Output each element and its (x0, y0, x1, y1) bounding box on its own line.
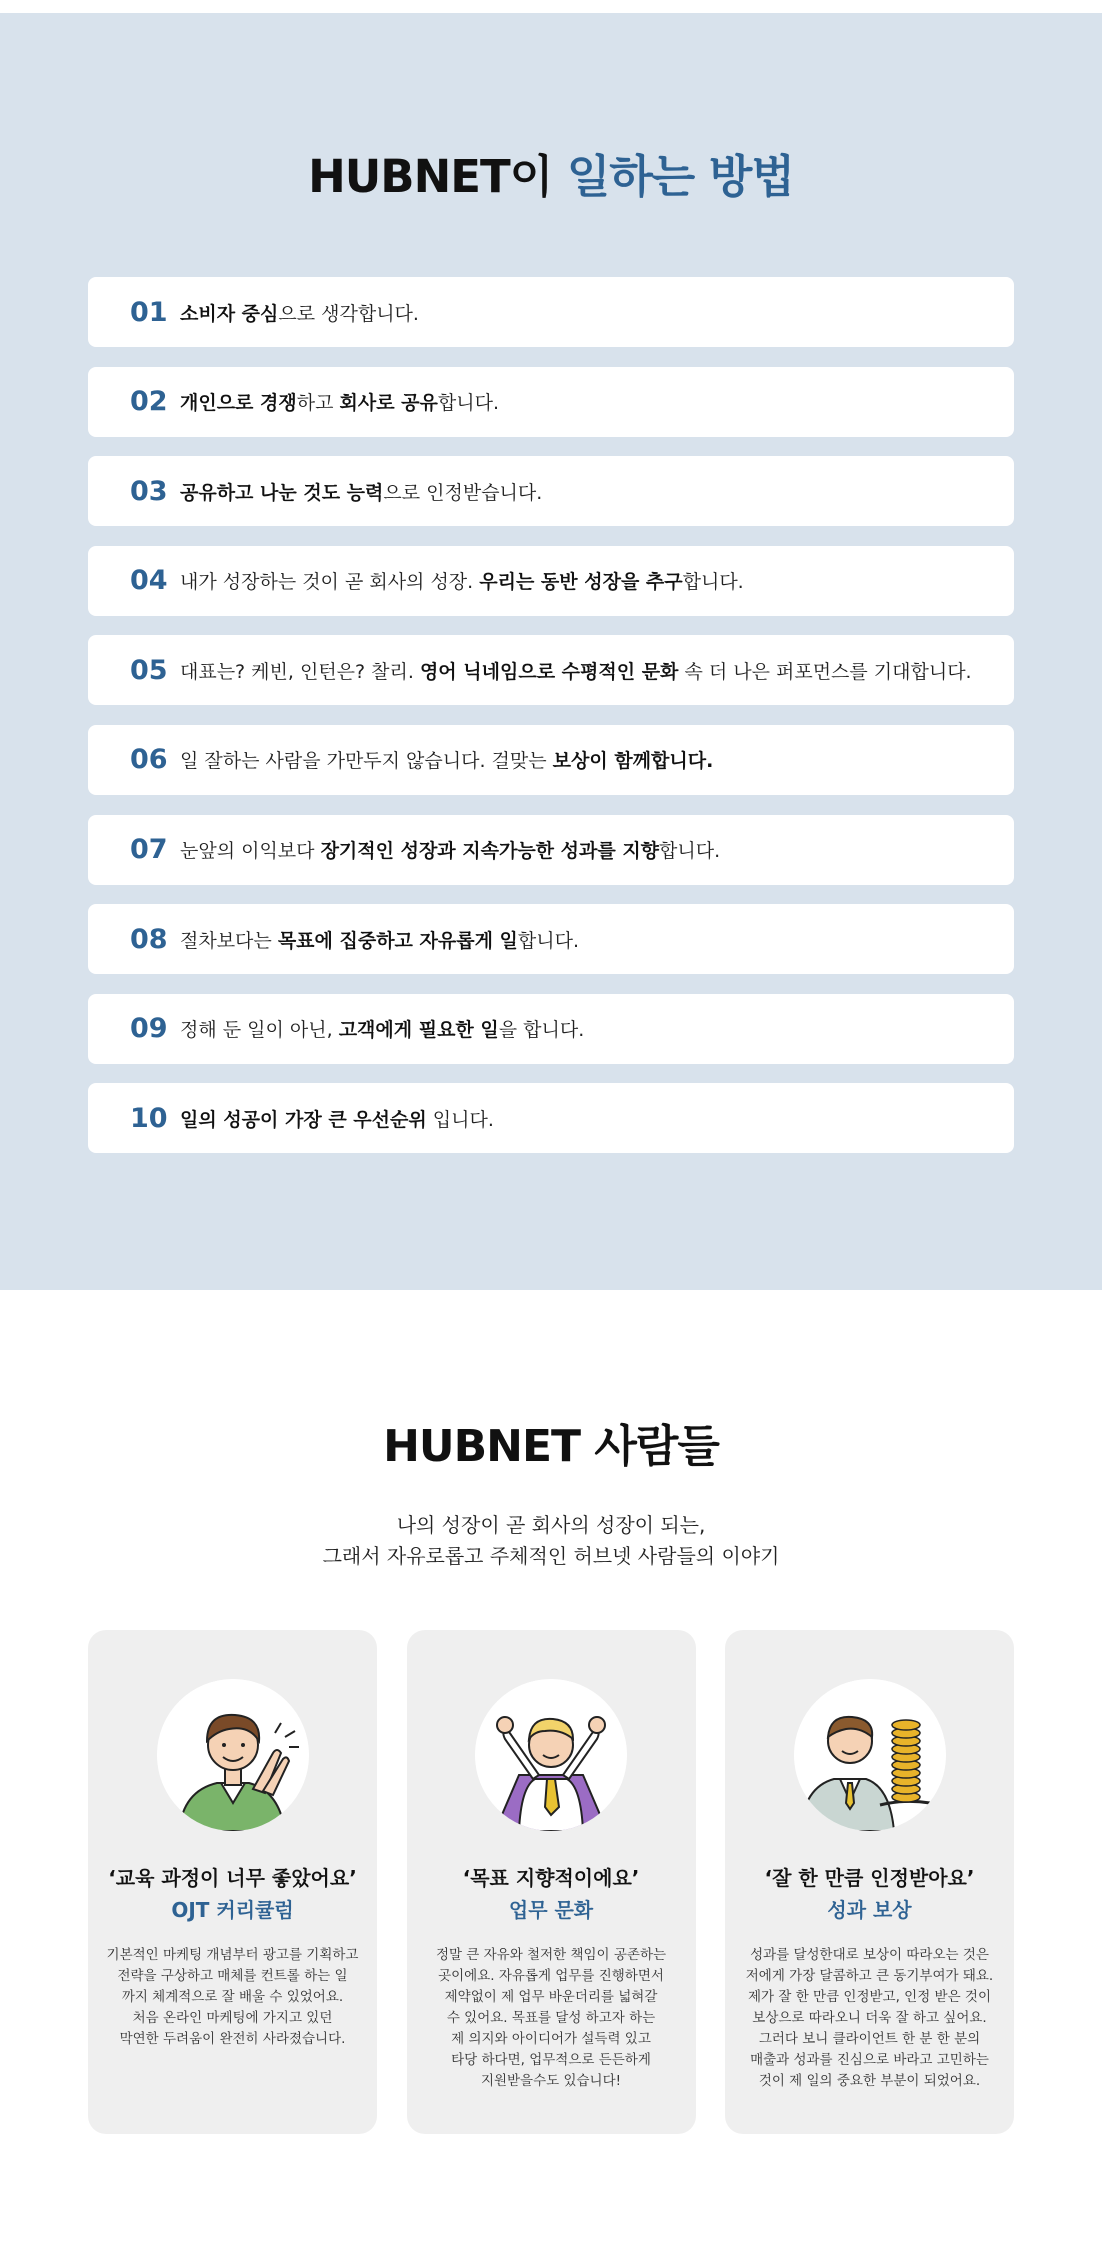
principle-text-bold: 회사로 공유 (339, 392, 438, 415)
how-we-work-title (0, 137, 1102, 217)
principle-text-regular: 합니다. (437, 392, 499, 415)
principle-text-regular: 합니다. (682, 571, 744, 594)
people-subtitle (0, 1510, 1102, 1572)
how-we-work-section (0, 13, 1102, 1290)
principle-text-regular: 절차보다는 (180, 929, 278, 952)
card-category: 성과 보상 (827, 1898, 912, 1922)
card-category: OJT 커리큘럼 (171, 1898, 294, 1922)
hubnet-people-section (0, 1290, 1102, 2243)
principle-text-bold: 우리는 동반 성장을 추구 (479, 571, 683, 594)
principle-text-regular: 합니다. (517, 929, 580, 952)
card-description-line: 매출과 성과를 진심으로 바라고 고민하는 (750, 2052, 989, 2068)
testimonial-card-ojt (88, 1630, 377, 2134)
card-description-line: 지원받을수도 있습니다! (480, 2073, 622, 2089)
principle-text-regular: 일 잘하는 사람을 가만두지 않습니다. 걸맞는 (180, 750, 553, 773)
testimonial-card-rewards (725, 1630, 1014, 2134)
principle-text-bold: 영어 닉네임으로 수평적인 문화 (419, 660, 679, 683)
principle-number: 02 (130, 386, 168, 418)
card-category: 업무 문화 (508, 1898, 594, 1922)
testimonial-cards (0, 1630, 1102, 2134)
principle-text-bold: 장기적인 성장과 지속가능한 성과를 지향 (320, 840, 660, 863)
principle-text-bold: 개인으로 경쟁 (180, 392, 297, 415)
card-description-line: 보상으로 따라오니 더욱 잘 하고 싶어요. (752, 2010, 987, 2026)
principle-item (88, 546, 1014, 616)
principle-number: 04 (130, 565, 168, 597)
card-description-line: 수 있어요. 목표를 달성 하고자 하는 (446, 2010, 656, 2026)
principle-text (180, 567, 744, 594)
principle-text (180, 1105, 494, 1132)
card-description (407, 1945, 696, 2092)
principle-text (180, 1015, 584, 1042)
principle-text (180, 746, 713, 773)
principle-text-regular: 으로 인정받습니다. (383, 481, 543, 504)
card-quote: ‘교육 과정이 너무 좋았어요’ (108, 1866, 357, 1890)
principle-text (180, 926, 579, 953)
principles-list (0, 277, 1102, 1153)
card-description-line: 정말 큰 자유와 철저한 책임이 공존하는 (435, 1947, 667, 1963)
principle-item (88, 904, 1014, 974)
card-description-line: 처음 온라인 마케팅에 가지고 있던 (132, 2010, 333, 2026)
title-accent-text: 일하는 방법 (566, 150, 794, 203)
people-subtitle-line-1: 나의 성장이 곧 회사의 성장이 되는, (396, 1513, 706, 1537)
principle-text-bold: 고객에게 필요한 일 (338, 1019, 499, 1042)
principle-text-regular: 으로 생각합니다. (278, 302, 419, 325)
principle-text-regular: 입니다. (426, 1108, 494, 1131)
principle-text-bold: 공유하고 나눈 것도 능력 (180, 481, 384, 504)
principle-text-regular: 합니다. (659, 840, 721, 863)
principle-number: 06 (130, 744, 168, 776)
principle-text (180, 836, 720, 863)
card-description-line: 기본적인 마케팅 개념부터 광고를 기획하고 (106, 1947, 359, 1963)
principle-text-regular: 내가 성장하는 것이 곧 회사의 성장. (180, 571, 480, 594)
card-description-line: 것이 제 일의 중요한 부분이 되었어요. (758, 2073, 981, 2089)
principle-item (88, 725, 1014, 795)
card-description-line: 성과를 달성한대로 보상이 따라오는 것은 (750, 1947, 989, 1963)
title-main-text: HUBNET이 (308, 150, 567, 203)
coins-man-icon (794, 1679, 946, 1831)
card-description-line: 타당 하다면, 업무적으로 든든하게 (451, 2052, 651, 2068)
principle-number: 07 (130, 834, 168, 866)
card-description-line: 제가 잘 한 만큼 인정받고, 인정 받은 것이 (748, 1989, 991, 2005)
clapping-man-icon (157, 1679, 309, 1831)
principle-item (88, 994, 1014, 1064)
principle-text (180, 478, 542, 505)
card-description (88, 1945, 377, 2050)
principle-item (88, 1083, 1014, 1153)
principle-item (88, 815, 1014, 885)
principle-number: 10 (130, 1102, 168, 1134)
principle-text-bold: 소비자 중심 (180, 302, 279, 325)
principle-text (180, 388, 499, 415)
card-description-line: 그러다 보니 클라이언트 한 분 한 분의 (758, 2031, 981, 2047)
principle-text-regular: 대표는? 케빈, 인턴은? 찰리. (180, 660, 420, 683)
principle-text-regular: 눈앞의 이익보다 (180, 840, 321, 863)
card-description-line: 저에게 가장 달콤하고 큰 동기부여가 돼요. (745, 1968, 994, 1984)
principle-item (88, 635, 1014, 705)
principle-text (180, 299, 419, 326)
principle-number: 05 (130, 654, 168, 686)
card-description-line: 제약없이 제 업무 바운더리를 넓혀갈 (444, 1989, 658, 2005)
people-subtitle-line-2: 그래서 자유로롭고 주체적인 허브넷 사람들의 이야기 (322, 1544, 780, 1568)
top-strip (0, 0, 1102, 13)
principle-item (88, 456, 1014, 526)
principle-number: 09 (130, 1013, 168, 1045)
principle-number: 03 (130, 475, 168, 507)
card-description-line: 제 의지와 아이디어가 설득력 있고 (451, 2031, 651, 2047)
principle-text-bold: 보상이 함께합니다. (552, 750, 714, 773)
principle-text-regular: 을 합니다. (498, 1019, 585, 1042)
card-description-line: 곳이에요. 자유롭게 업무를 진행하면서 (438, 1968, 664, 1984)
card-description-line: 전략을 구상하고 매체를 컨트롤 하는 일 (117, 1968, 348, 1984)
principle-text-regular: 하고 (296, 392, 340, 415)
superhero-man-icon (475, 1679, 627, 1831)
principle-item (88, 367, 1014, 437)
card-quote: ‘잘 한 만큼 인정받아요’ (764, 1866, 975, 1890)
card-description-line: 까지 체계적으로 잘 배울 수 있었어요. (121, 1989, 344, 2005)
people-title: HUBNET 사람들 (383, 1421, 719, 1472)
principle-number: 01 (130, 296, 168, 328)
card-description (725, 1945, 1014, 2092)
principle-text-regular: 속 더 나은 퍼포먼스를 기대합니다. (678, 660, 972, 683)
card-description-line: 막연한 두려움이 완전히 사라졌습니다. (119, 2031, 346, 2047)
testimonial-card-culture (407, 1630, 696, 2134)
principle-text-bold: 목표에 집중하고 자유롭게 일 (277, 929, 518, 952)
principle-text-bold: 일의 성공이 가장 큰 우선순위 (180, 1108, 427, 1131)
principle-item (88, 277, 1014, 347)
principle-number: 08 (130, 923, 168, 955)
principle-text (180, 657, 972, 684)
card-quote: ‘목표 지향적이에요’ (462, 1866, 640, 1890)
principle-text-regular: 정해 둔 일이 아닌, (180, 1019, 339, 1042)
